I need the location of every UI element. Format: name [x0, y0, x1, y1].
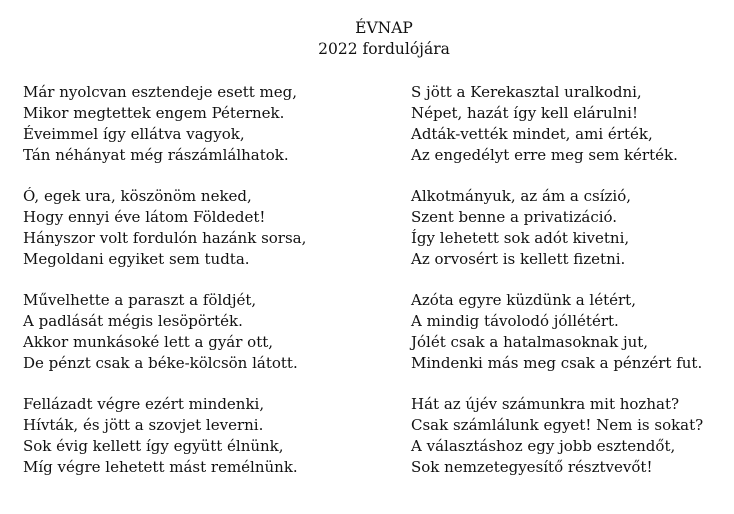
verse-line: Hát az újév számunkra mit hozhat? — [411, 395, 680, 413]
verse-line: Csak számlálunk egyet! Nem is sokat? — [411, 416, 704, 434]
verse-line: Jólét csak a hatalmasoknak jut, — [411, 333, 649, 351]
verse-line: Tán néhányat még rászámlálhatok. — [23, 146, 289, 164]
poem-subtitle: 2022 fordulójára — [318, 40, 450, 58]
verse-line: Az orvosért is kellett fizetni. — [411, 250, 626, 268]
poem-title: ÉVNAP — [355, 19, 413, 37]
verse-line: Így lehetett sok adót kivetni, — [411, 229, 630, 247]
verse-line: Míg végre lehetett mást remélnünk. — [23, 458, 298, 476]
verse-line: Azóta egyre küzdünk a létért, — [411, 291, 636, 309]
stanza — [23, 82, 353, 166]
verse-line: Sok évig kellett így együtt élnünk, — [23, 437, 284, 455]
verse-line: Hogy ennyi éve látom Földedet! — [23, 208, 266, 226]
verse-line: Akkor munkásoké lett a gyár ott, — [23, 333, 274, 351]
verse-line: Ó, egek ura, köszönöm neked, — [23, 187, 252, 205]
stanza — [411, 394, 734, 478]
stanza — [23, 290, 353, 374]
poem-heading — [0, 18, 734, 60]
verse-line: Alkotmányuk, az ám a csízió, — [411, 187, 632, 205]
stanza — [23, 186, 353, 270]
stanza — [411, 186, 734, 270]
verse-line: Megoldani egyiket sem tudta. — [23, 250, 250, 268]
verse-line: Mindenki más meg csak a pénzért fut. — [411, 354, 703, 372]
verse-line: Mikor megtettek engem Péternek. — [23, 104, 285, 122]
poem-column-right — [411, 82, 734, 498]
stanza — [411, 82, 734, 166]
verse-line: Népet, hazát így kell elárulni! — [411, 104, 638, 122]
stanza — [23, 394, 353, 478]
verse-line: Fellázadt végre ezért mindenki, — [23, 395, 265, 413]
verse-line: Adták-vették mindet, ami érték, — [411, 125, 653, 143]
verse-line: Már nyolcvan esztendeje esett meg, — [23, 83, 298, 101]
verse-line: Művelhette a paraszt a földjét, — [23, 291, 257, 309]
verse-line: Hányszor volt fordulón hazánk sorsa, — [23, 229, 307, 247]
verse-line: Éveimmel így ellátva vagyok, — [23, 125, 245, 143]
verse-line: A választáshoz egy jobb esztendőt, — [411, 437, 676, 455]
verse-line: De pénzt csak a béke-kölcsön látott. — [23, 354, 298, 372]
verse-line: A mindig távolodó jóllétért. — [411, 312, 619, 330]
verse-line: Sok nemzetegyesítő résztvevőt! — [411, 458, 653, 476]
stanza — [411, 290, 734, 374]
verse-line: Szent benne a privatizáció. — [411, 208, 618, 226]
verse-line: S jött a Kerekasztal uralkodni, — [411, 83, 642, 101]
verse-line: Hívták, és jött a szovjet leverni. — [23, 416, 264, 434]
poem-column-left — [23, 82, 353, 498]
verse-line: A padlását mégis lesöpörték. — [23, 312, 243, 330]
verse-line: Az engedélyt erre meg sem kérték. — [411, 146, 678, 164]
